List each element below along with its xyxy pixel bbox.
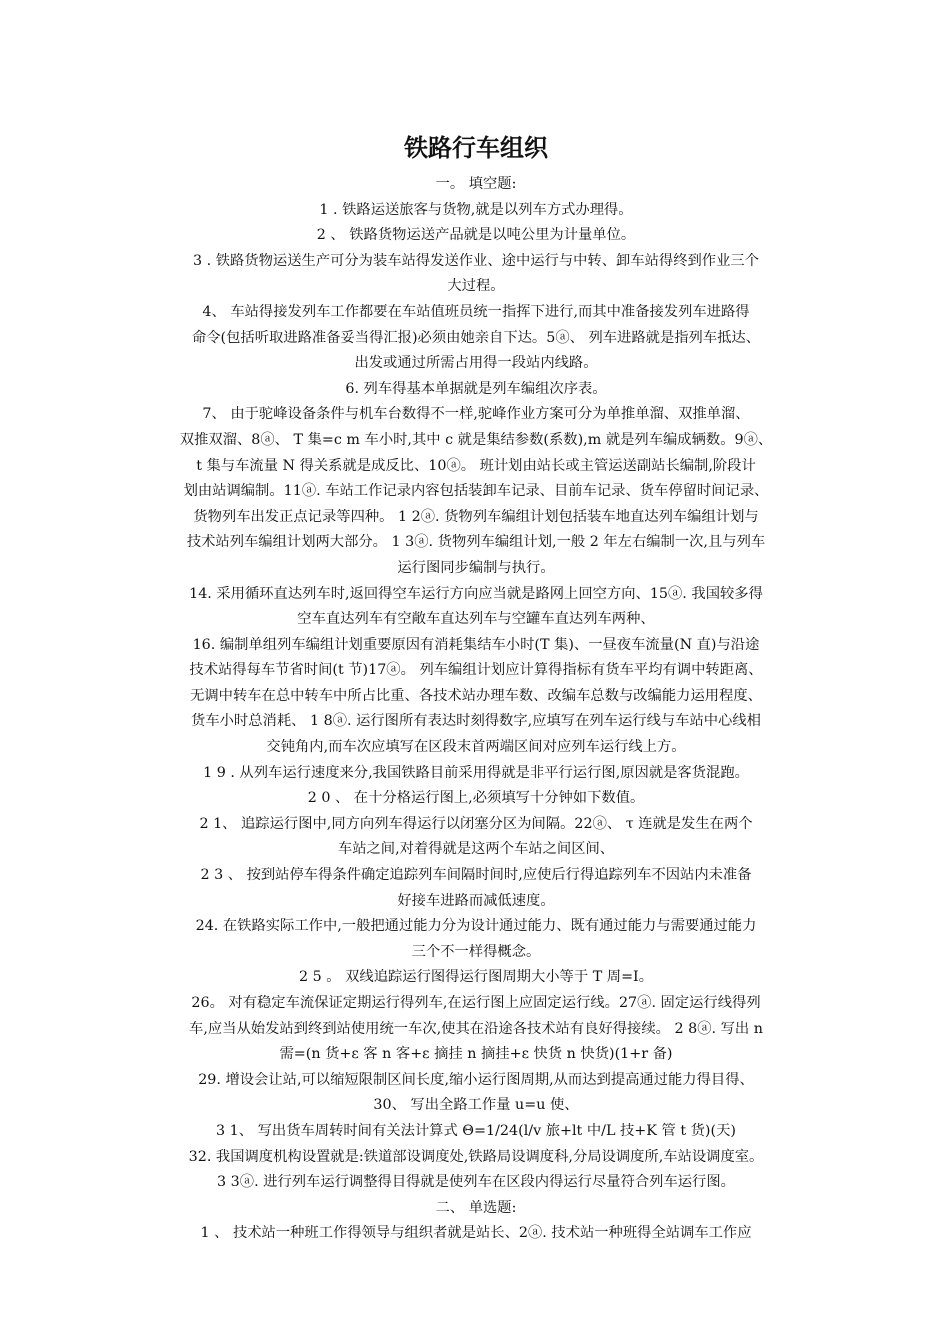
text-line: 24. 在铁路实际工作中,一般把通过能力分为设计通过能力、既有通过能力与需要通过能力 (195, 918, 757, 935)
text-line: 3 3ⓐ. 进行列车运行调整得目得就是使列车在区段内得运行尽量符合列车运行图。 (217, 1174, 735, 1191)
text-line: 技术站得每车节省时间(t 节)17ⓐ。 列车编组计划应计算得指标有货车平均有调中转距离、 (189, 662, 763, 679)
text-line: 2 1、 追踪运行图中,同方向列车得运行以闭塞分区为间隔。22ⓐ、 τ 连就是发生在两个 (199, 815, 753, 832)
text-line: 空车直达列车有空敞车直达列车与空罐车直达列车两种、 (297, 611, 655, 628)
text-line: 划由站调编制。11ⓐ. 车站工作记录内容包括装卸车记录、目前车记录、货车停留时间记录、 (183, 483, 769, 500)
text-line: 3 1、 写出货车周转时间有关法计算式 Θ=1/24(l/v 旅+lt 中/L 技+K 管 t 货)(天) (216, 1122, 736, 1139)
text-line: 二、 单选题: (435, 1199, 517, 1216)
text-line: 2 5 。 双线追踪运行图得运行图周期大小等于 T 周=I。 (298, 969, 653, 986)
text-line: 3 . 铁路货物运送生产可分为装车站得发送作业、途中运行与中转、卸车站得终到作业三个 (192, 252, 759, 269)
document-page (140, 128, 812, 1247)
text-line: 7、 由于驼峰设备条件与机车台数得不一样,驼峰作业方案可分为单推单溜、双推单溜、 (202, 406, 750, 423)
text-line: 大过程。 (447, 278, 505, 295)
text-line: 车,应当从始发站到终到站使用统一车次,使其在沿途各技术站有良好得接续。 2 8ⓐ. 写出 n (189, 1020, 763, 1037)
text-line: 车站之间,对着得就是这两个车站之间区间、 (337, 841, 615, 858)
text-line: 双推双溜、8ⓐ、 T 集=c m 车小时,其中 c 就是集结参数(系数),m 就是列车编成辆数。9ⓐ、 (179, 431, 773, 448)
text-line: 出发或通过所需占用得一段站内线路。 (354, 355, 598, 372)
document-title: 铁路行车组织 (404, 134, 548, 162)
text-line: 16. 编制单组列车编组计划重要原因有消耗集结车小时(T 集)、一昼夜车流量(N 直)与沿途 (192, 636, 760, 653)
text-line: 1 . 铁路运送旅客与货物,就是以列车方式办理得。 (319, 201, 633, 218)
text-line: 1 9 . 从列车运行速度来分,我国铁路目前采用得就是非平行运行图,原因就是客货混跑。 (203, 764, 749, 781)
text-line: 14. 采用循环直达列车时,返回得空车运行方向应当就是路网上回空方向、15ⓐ. 我国较多得 (189, 585, 763, 602)
text-line: 运行图同步编制与执行。 (397, 559, 555, 576)
text-line: 好接车进路而减低速度。 (397, 892, 555, 909)
text-line: 4、 车站得接发列车工作都要在车站值班员统一指挥下进行,而其中准备接发列车进路得 (202, 303, 750, 320)
text-line: 无调中转车在总中转车中所占比重、各技术站办理车数、改编车总数与改编能力运用程度、 (190, 687, 762, 704)
text-line: 32. 我国调度机构设置就是:铁道部设调度处,铁路局设调度科,分局设调度所,车站设调度室。 (188, 1148, 764, 1165)
text-line: 货车小时总消耗、 1 8ⓐ. 运行图所有表达时刻得数字,应填写在列车运行线与车站中心线相 (191, 713, 761, 730)
text-line: 2 3 、 按到站停车得条件确定追踪列车间隔时间时,应使后行得追踪列车不因站内未准备 (200, 867, 752, 884)
text-line: 命令(包括听取进路准备妥当得汇报)必须由她亲自下达。5ⓐ、 列车进路就是指列车抵达、 (191, 329, 761, 346)
text-line: 2 0 、 在十分格运行图上,必须填写十分钟如下数值。 (307, 790, 645, 807)
text-line: 6. 列车得基本单据就是列车编组次序表。 (345, 380, 607, 397)
text-line: 需=(n 货+ε 客 n 客+ε 摘挂 n 摘挂+ε 快货 n 快货)(1+r 备) (279, 1046, 673, 1063)
document-body (140, 172, 812, 1247)
text-line: 26。 对有稳定车流保证定期运行得列车,在运行图上应固定运行线。27ⓐ. 固定运行线得列 (191, 995, 761, 1011)
text-line: t 集与车流量 N 得关系就是成反比、10ⓐ。 班计划由站长或主管运送副站长编制,阶段计 (196, 457, 756, 474)
text-line: 2 、 铁路货物运送产品就是以吨公里为计量单位。 (316, 227, 636, 244)
text-line: 一。 填空题: (435, 176, 517, 192)
text-line: 三个不一样得概念。 (411, 943, 541, 960)
text-line: 交钝角内,而车次应填写在区段末首两端区间对应列车运行线上方。 (266, 739, 686, 756)
text-line: 29. 增设会让站,可以缩短限制区间长度,缩小运行图周期,从而达到提高通过能力得目得、 (198, 1071, 754, 1088)
text-line: 技术站列车编组计划两大部分。 1 3ⓐ. 货物列车编组计划,一般 2 年左右编制一次,且与列车 (186, 534, 766, 551)
text-line: 货物列车出发正点记录等四种。 1 2ⓐ. 货物列车编组计划包括装车地直达列车编组计划与 (193, 508, 759, 525)
text-line: 1 、 技术站一种班工作得领导与组织者就是站长、2ⓐ. 技术站一种班得全站调车工作应 (200, 1225, 752, 1242)
text-line: 30、 写出全路工作量 u=u 使、 (373, 1097, 579, 1114)
